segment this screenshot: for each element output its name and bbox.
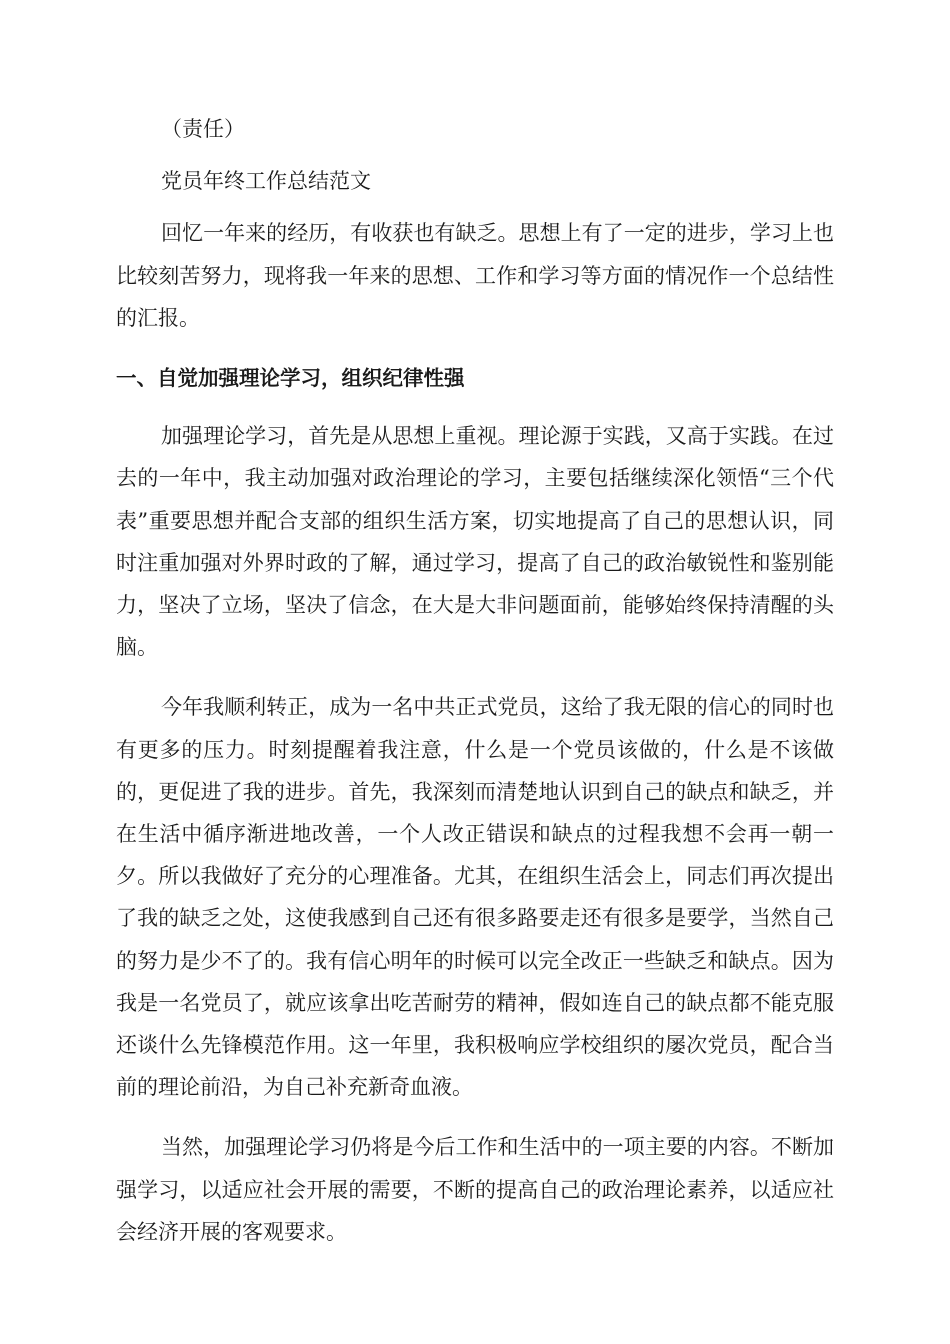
intro-paragraph: 回忆一年来的经历，有收获也有缺乏。思想上有了一定的进步，学习上也比较刻苦努力，现将我一年来的思想、工作和学习等方面的情况作一个总结性的汇报。 — [116, 221, 834, 330]
tag-line: （责任） — [161, 117, 245, 141]
section-heading: 一、自觉加强理论学习，组织纪律性强 — [116, 366, 465, 391]
body-paragraph-2: 今年我顺利转正，成为一名中共正式党员，这给了我无限的信心的同时也有更多的压力。时刻提醒着我注意，什么是一个党员该做的，什么是不该做的，更促进了我的进步。首先，我深刻而清楚地认识到自己的缺点和缺乏，并在生活中循序渐进地改善，一个人改正错误和缺点的过程我想不会再一朝一夕。所以我做好了充分的心理准备。尤其，在组织生活会上，同志们再次提出了我的缺乏之处，这使我感到自己还有很多路要走还有很多是要学，当然自己的努力是少不了的。我有信心明年的时候可以完全改正一些缺乏和缺点。因为我是一名党员了，就应该拿出吃苦耐劳的精神，假如连自己的缺点都不能克服还谈什么先锋模范作用。这一年里，我积极响应学校组织的屡次党员，配合当前的理论前沿，为自己补充新奇血液。 — [116, 695, 834, 1100]
document-title: 党员年终工作总结范文 — [161, 169, 371, 194]
document-page — [116, 108, 834, 1271]
body-paragraph-3: 当然，加强理论学习仍将是今后工作和生活中的一项主要的内容。不断加强学习，以适应社会开展的需要，不断的提高自己的政治理论素养，以适应社会经济开展的客观要求。 — [116, 1135, 834, 1244]
body-paragraph-1: 加强理论学习，首先是从思想上重视。理论源于实践，又高于实践。在过去的一年中，我主动加强对政治理论的学习，主要包括继续深化领悟“三个代表”重要思想并配合支部的组织生活方案，切实地提高了自己的思想认识，同时注重加强对外界时政的了解，通过学习，提高了自己的政治敏锐性和鉴别能力，坚决了立场，坚决了信念，在大是大非问题面前，能够始终保持清醒的头脑。 — [116, 424, 834, 660]
